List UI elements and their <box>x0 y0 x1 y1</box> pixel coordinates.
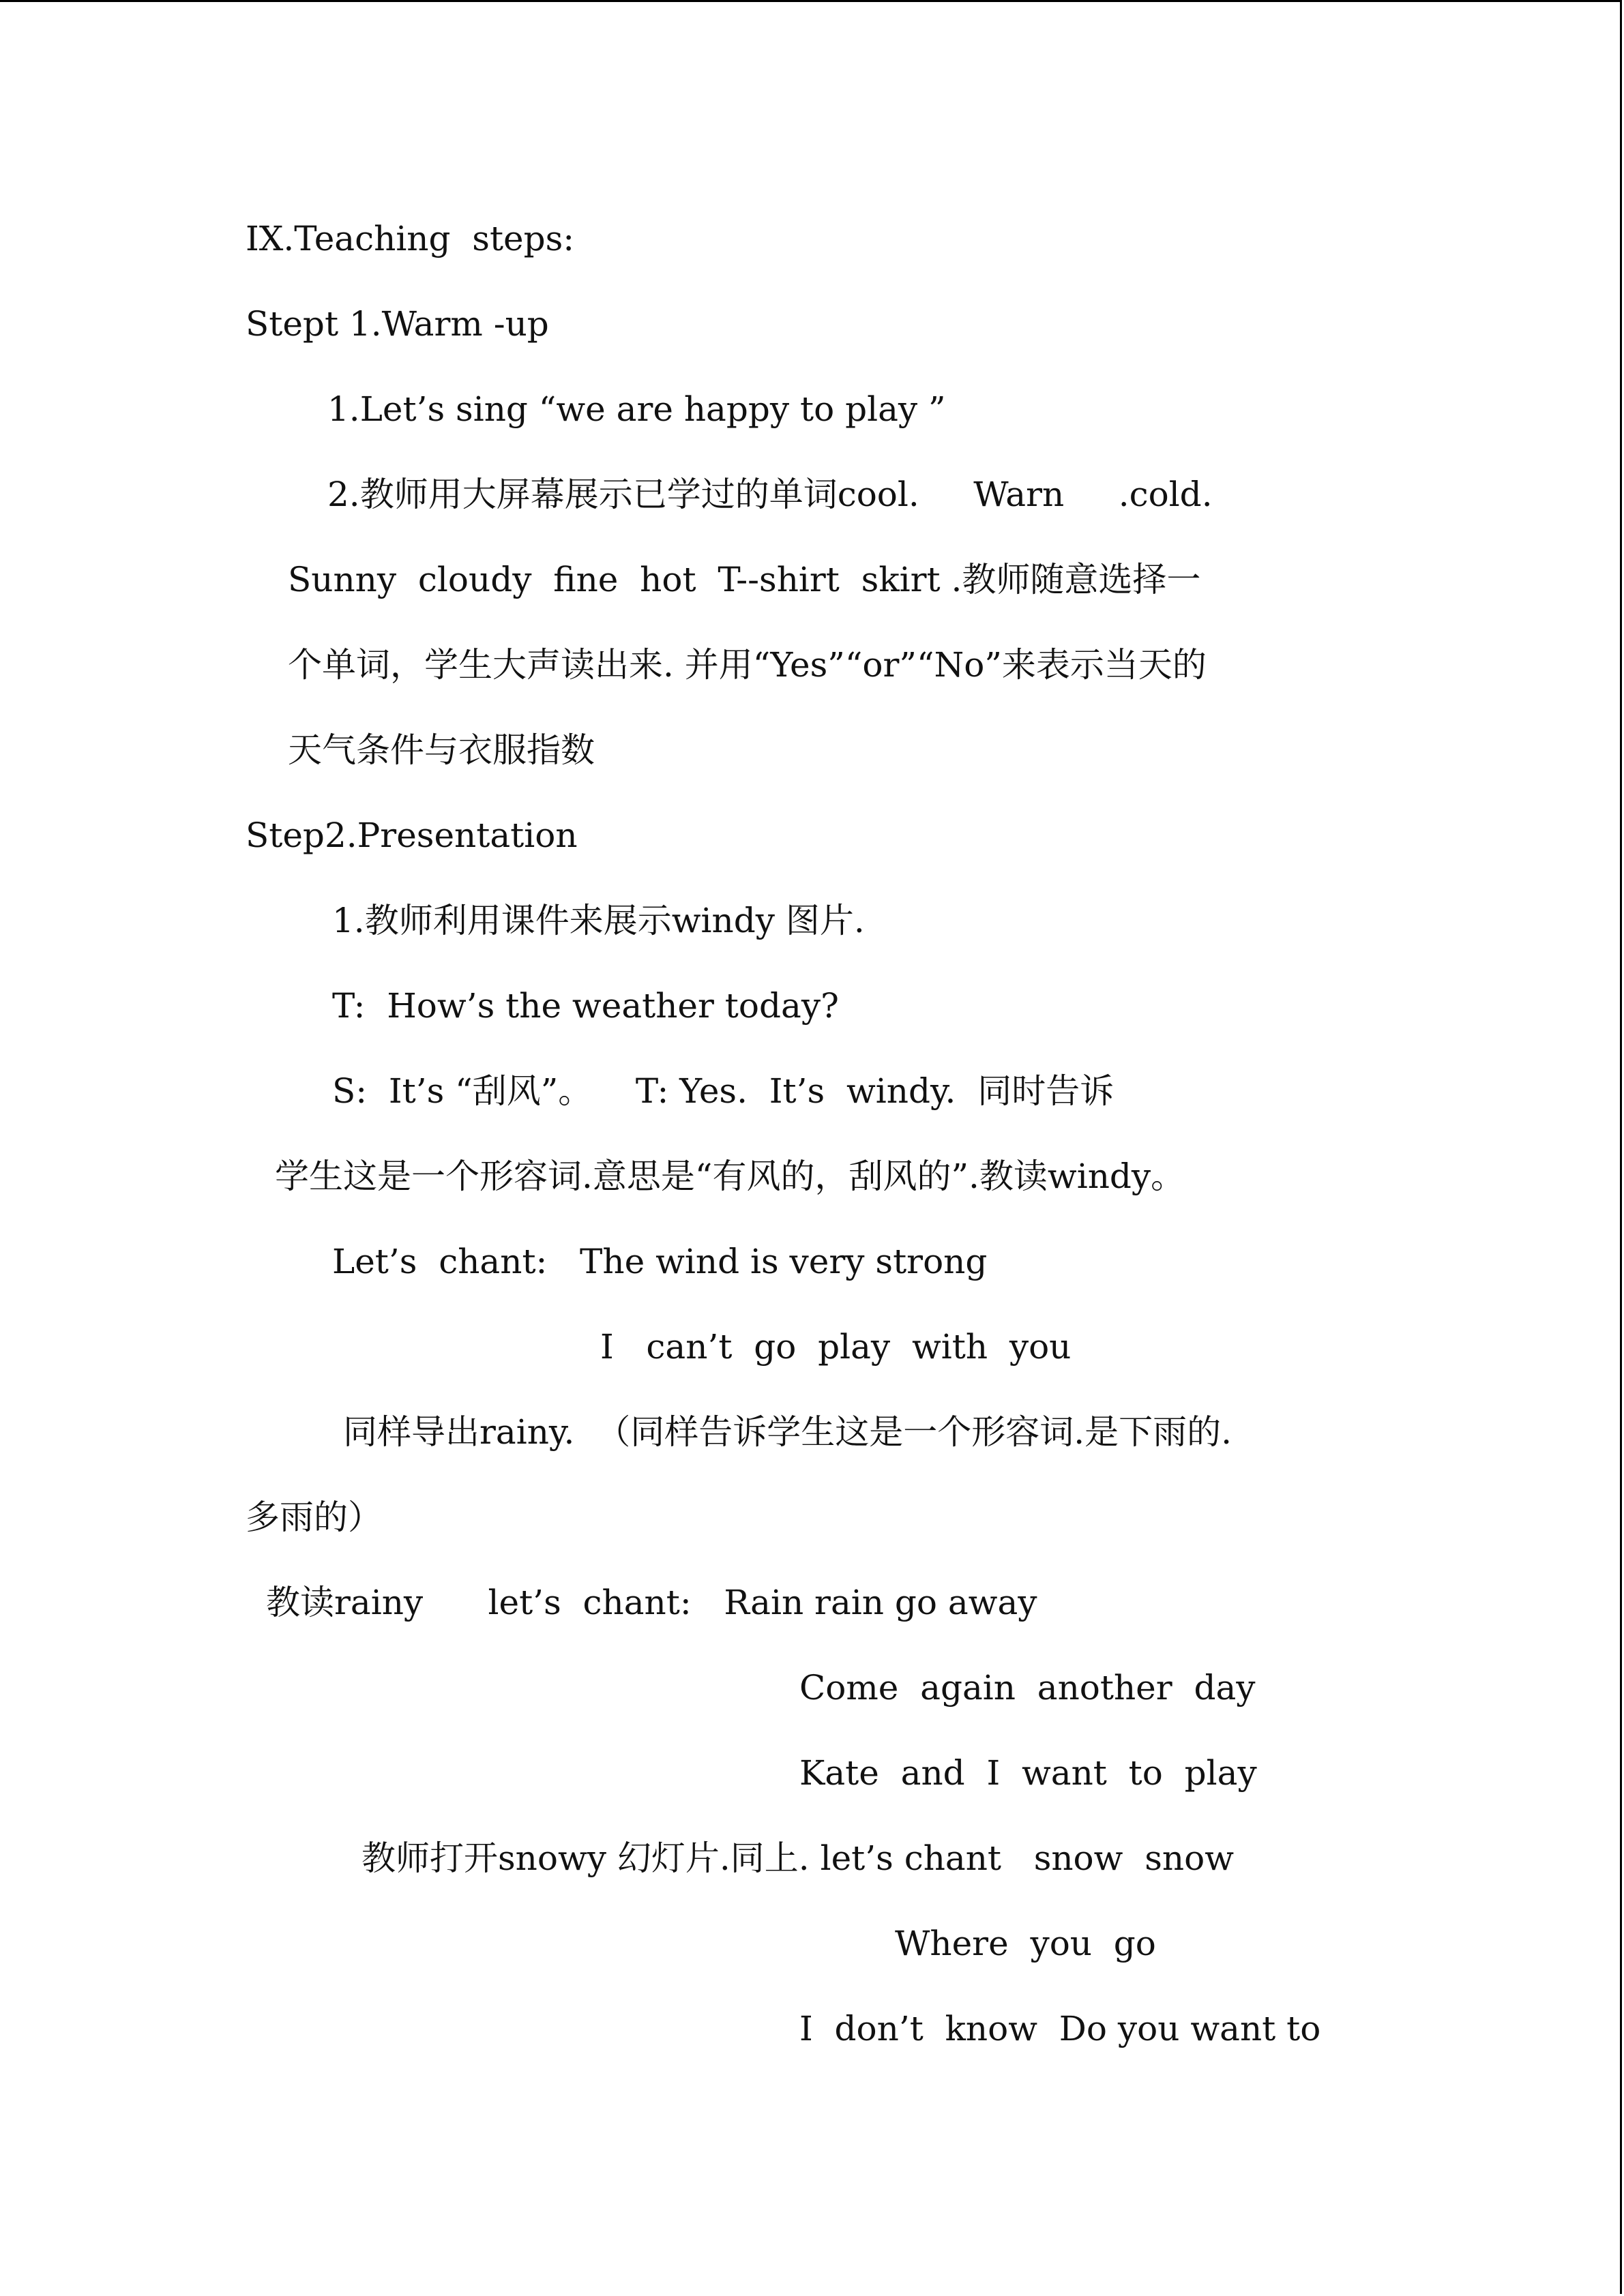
teacher-question-line: T: How’s the weather today? <box>332 986 839 1026</box>
section-heading: IX.Teaching steps: <box>246 219 575 258</box>
rainy-intro-line2: 多雨的） <box>246 1497 382 1537</box>
snowy-chant-line2: Where you go <box>895 1924 1156 1963</box>
snowy-intro-line1: 教师打开snowy 幻灯片.同上. let’s chant snow snow <box>361 1838 1235 1878</box>
step2-item1: 1.教师利用课件来展示windy 图片. <box>332 901 865 940</box>
step1-title: Stept 1.Warm -up <box>246 304 549 344</box>
rainy-intro-line1: 同样导出rainy. （同样告诉学生这是一个形容词.是下雨的. <box>343 1412 1232 1452</box>
rainy-chant-line1: 教读rainy let’s chant: Rain rain go away <box>266 1583 1037 1622</box>
step1-item2-line4: 天气条件与衣服指数 <box>288 730 595 770</box>
student-answer-line1: S: It’s “刮风”。 T: Yes. It’s windy. 同时告诉 <box>332 1071 1114 1111</box>
windy-chant-line1: Let’s chant: The wind is very strong <box>332 1242 988 1281</box>
student-answer-line2: 学生这是一个形容词.意思是“有风的，刮风的”.教读windy。 <box>275 1157 1185 1196</box>
rainy-chant-line3: Kate and I want to play <box>799 1753 1257 1793</box>
step2-title: Step2.Presentation <box>246 816 578 855</box>
step1-item2-line2: Sunny cloudy fine hot T--shirt skirt .教师随意选择一 <box>288 560 1201 599</box>
rainy-chant-line2: Come again another day <box>799 1668 1256 1708</box>
windy-chant-line2: I can’t go play with you <box>600 1327 1072 1367</box>
step1-item1: 1.Let’s sing “we are happy to play ” <box>327 389 946 429</box>
snowy-chant-line3: I don’t know Do you want to <box>799 2009 1321 2048</box>
step1-item2-line3: 个单词，学生大声读出来. 并用“Yes”“or”“No”来表示当天的 <box>288 645 1207 685</box>
step1-item2-line1: 2.教师用大屏幕展示已学过的单词cool. Warn .cold. <box>327 475 1213 514</box>
